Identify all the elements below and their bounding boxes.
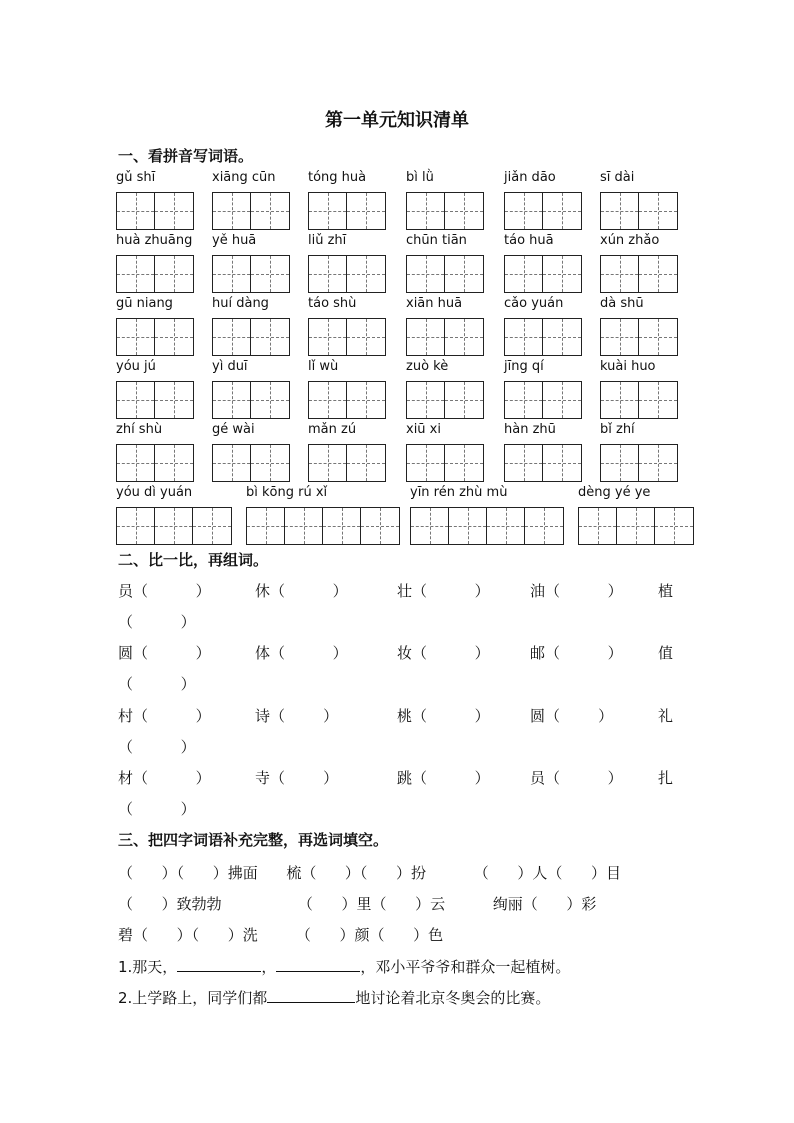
writing-boxes: [212, 255, 290, 293]
fill-question-1: [118, 956, 570, 977]
compare-item: 跳（ ）: [397, 769, 490, 787]
compare-item: 圆（ ）: [118, 644, 211, 662]
writing-cell[interactable]: [155, 256, 193, 292]
writing-boxes: [308, 381, 386, 419]
idiom-line-2: （ ）致勃勃 （ ）里（ ）云 绚丽（ ）彩: [118, 895, 597, 913]
writing-cell[interactable]: [155, 382, 193, 418]
idiom-line-3: 碧（ ）（ ）洗 （ ）颜（ ）色: [118, 926, 444, 944]
pinyin-label: yīn rén zhù mù: [410, 485, 508, 500]
writing-cell[interactable]: [445, 319, 483, 355]
writing-boxes: [504, 381, 582, 419]
writing-cell[interactable]: [285, 508, 323, 544]
pinyin-label: xiān huā: [406, 296, 463, 311]
writing-cell[interactable]: [155, 445, 193, 481]
pinyin-label: táo huā: [504, 233, 554, 248]
compare-item: 体（ ）: [255, 644, 348, 662]
q1-suffix: ，邓小平爷爷和群众一起植树。: [360, 958, 571, 976]
compare-item: 礼: [658, 707, 674, 725]
writing-cell[interactable]: [213, 256, 251, 292]
writing-cell[interactable]: [445, 193, 483, 229]
writing-cell[interactable]: [309, 382, 347, 418]
writing-cell[interactable]: [445, 445, 483, 481]
writing-boxes: [600, 444, 678, 482]
pinyin-label: liǔ zhī: [308, 233, 347, 248]
writing-cell[interactable]: [639, 445, 677, 481]
writing-cell[interactable]: [411, 508, 449, 544]
writing-boxes: [504, 192, 582, 230]
pinyin-label: gé wài: [212, 422, 255, 437]
idiom-line-1: （ ）（ ）拂面 梳（ ）（ ）扮 （ ）人（ ）目: [118, 864, 621, 882]
writing-boxes: [116, 318, 194, 356]
compare-item: 寺（ ）: [255, 769, 339, 787]
compare-item: 桃（ ）: [397, 707, 490, 725]
writing-boxes: [246, 507, 400, 545]
pinyin-label: zuò kè: [406, 359, 449, 374]
writing-cell[interactable]: [347, 256, 385, 292]
pinyin-label: yì duī: [212, 359, 248, 374]
writing-cell[interactable]: [361, 508, 399, 544]
writing-cell[interactable]: [117, 319, 155, 355]
q1-blank-2[interactable]: [276, 956, 360, 972]
pinyin-label: xún zhǎo: [600, 233, 660, 248]
writing-cell[interactable]: [639, 319, 677, 355]
pinyin-label: xiāng cūn: [212, 170, 276, 185]
pinyin-row: [116, 233, 706, 295]
q2-blank[interactable]: [267, 987, 355, 1003]
pinyin-label: zhí shù: [116, 422, 163, 437]
writing-cell[interactable]: [347, 382, 385, 418]
writing-boxes: [116, 381, 194, 419]
writing-cell[interactable]: [505, 382, 543, 418]
compare-item: 壮（ ）: [397, 582, 490, 600]
writing-cell[interactable]: [213, 382, 251, 418]
writing-cell[interactable]: [543, 193, 581, 229]
pinyin-label: dà shū: [600, 296, 644, 311]
writing-cell[interactable]: [655, 508, 693, 544]
writing-cell[interactable]: [525, 508, 563, 544]
writing-cell[interactable]: [117, 508, 155, 544]
compare-item: 妆（ ）: [397, 644, 490, 662]
pinyin-label: sī dài: [600, 170, 635, 185]
writing-cell[interactable]: [407, 319, 445, 355]
writing-cell[interactable]: [193, 508, 231, 544]
pinyin-row: [116, 485, 706, 547]
pinyin-label: táo shù: [308, 296, 357, 311]
page-title: 第一单元知识清单: [325, 110, 469, 131]
compare-item: 员（ ）: [530, 769, 623, 787]
pinyin-row: [116, 170, 706, 232]
compare-item: 扎: [658, 769, 674, 787]
writing-boxes: [308, 318, 386, 356]
writing-cell[interactable]: [247, 508, 285, 544]
writing-boxes: [600, 318, 678, 356]
writing-boxes: [308, 255, 386, 293]
writing-boxes: [212, 192, 290, 230]
pinyin-label: bǐ zhí: [600, 422, 635, 437]
writing-cell[interactable]: [323, 508, 361, 544]
writing-cell[interactable]: [117, 382, 155, 418]
pinyin-label: cǎo yuán: [504, 296, 564, 311]
writing-cell[interactable]: [505, 256, 543, 292]
compare-item: （ ）: [118, 738, 196, 756]
pinyin-label: yě huā: [212, 233, 257, 248]
q1-mid: ，: [261, 958, 277, 976]
writing-cell[interactable]: [407, 256, 445, 292]
writing-cell[interactable]: [543, 445, 581, 481]
compare-item: （ ）: [118, 613, 196, 631]
pinyin-label: bì lǜ: [406, 170, 434, 185]
writing-cell[interactable]: [505, 319, 543, 355]
writing-cell[interactable]: [617, 508, 655, 544]
pinyin-label: mǎn zú: [308, 422, 357, 437]
writing-cell[interactable]: [449, 508, 487, 544]
writing-cell[interactable]: [543, 319, 581, 355]
writing-boxes: [406, 255, 484, 293]
fill-question-2: [118, 987, 550, 1008]
compare-item: （ ）: [118, 675, 196, 693]
compare-item: 员（ ）: [118, 582, 211, 600]
section2-heading: 二、比一比，再组词。: [118, 551, 269, 569]
writing-boxes: [116, 507, 232, 545]
writing-boxes: [504, 318, 582, 356]
writing-boxes: [406, 381, 484, 419]
writing-cell[interactable]: [213, 445, 251, 481]
writing-cell[interactable]: [445, 256, 483, 292]
compare-item: 邮（ ）: [530, 644, 623, 662]
compare-item: 油（ ）: [530, 582, 623, 600]
writing-boxes: [600, 255, 678, 293]
writing-cell[interactable]: [543, 382, 581, 418]
writing-boxes: [212, 318, 290, 356]
compare-item: （ ）: [118, 800, 196, 818]
writing-boxes: [578, 507, 694, 545]
writing-cell[interactable]: [639, 193, 677, 229]
compare-row: [118, 798, 678, 820]
writing-cell[interactable]: [579, 508, 617, 544]
section3-heading: 三、把四字词语补充完整，再选词填空。: [118, 831, 389, 849]
writing-boxes: [600, 381, 678, 419]
compare-row: [118, 736, 678, 758]
writing-boxes: [116, 192, 194, 230]
writing-cell[interactable]: [601, 445, 639, 481]
writing-cell[interactable]: [347, 193, 385, 229]
writing-cell[interactable]: [407, 382, 445, 418]
writing-cell[interactable]: [505, 445, 543, 481]
compare-item: 材（ ）: [118, 769, 211, 787]
writing-boxes: [308, 192, 386, 230]
pinyin-label: xiū xi: [406, 422, 441, 437]
writing-boxes: [406, 192, 484, 230]
writing-cell[interactable]: [251, 445, 289, 481]
pinyin-label: gū niang: [116, 296, 173, 311]
writing-cell[interactable]: [155, 508, 193, 544]
pinyin-label: yóu dì yuán: [116, 485, 193, 500]
pinyin-label: jiǎn dāo: [504, 170, 556, 185]
writing-cell[interactable]: [347, 445, 385, 481]
compare-item: 值: [658, 644, 674, 662]
section1-heading: 一、看拼音写词语。: [118, 147, 254, 165]
pinyin-label: bì kōng rú xǐ: [246, 485, 328, 500]
writing-cell[interactable]: [251, 256, 289, 292]
writing-cell[interactable]: [505, 193, 543, 229]
compare-item: 休（ ）: [255, 582, 348, 600]
pinyin-label: dèng yé ye: [578, 485, 651, 500]
pinyin-label: huà zhuāng: [116, 233, 193, 248]
compare-row: [118, 611, 678, 633]
pinyin-label: gǔ shī: [116, 170, 156, 185]
writing-cell[interactable]: [309, 445, 347, 481]
writing-cell[interactable]: [639, 256, 677, 292]
writing-cell[interactable]: [117, 193, 155, 229]
writing-cell[interactable]: [213, 193, 251, 229]
pinyin-writing-grid: [116, 170, 706, 552]
writing-boxes: [406, 318, 484, 356]
writing-cell[interactable]: [601, 382, 639, 418]
pinyin-label: tóng huà: [308, 170, 367, 185]
writing-cell[interactable]: [639, 382, 677, 418]
compare-item: 植: [658, 582, 674, 600]
writing-cell[interactable]: [543, 256, 581, 292]
q2-prefix: 2.上学路上，同学们都: [118, 989, 268, 1007]
pinyin-label: kuài huo: [600, 359, 656, 374]
writing-cell[interactable]: [309, 193, 347, 229]
pinyin-row: [116, 296, 706, 358]
writing-cell[interactable]: [347, 319, 385, 355]
pinyin-label: huí dàng: [212, 296, 269, 311]
writing-cell[interactable]: [251, 319, 289, 355]
writing-cell[interactable]: [601, 256, 639, 292]
writing-cell[interactable]: [601, 193, 639, 229]
compare-row: [118, 580, 678, 602]
writing-boxes: [504, 255, 582, 293]
writing-cell[interactable]: [445, 382, 483, 418]
writing-boxes: [212, 444, 290, 482]
writing-cell[interactable]: [309, 319, 347, 355]
pinyin-row: [116, 422, 706, 484]
writing-boxes: [116, 255, 194, 293]
writing-cell[interactable]: [155, 319, 193, 355]
writing-cell[interactable]: [213, 319, 251, 355]
writing-boxes: [600, 192, 678, 230]
writing-cell[interactable]: [407, 445, 445, 481]
writing-boxes: [116, 444, 194, 482]
q1-prefix: 1.那天，: [118, 958, 178, 976]
writing-cell[interactable]: [117, 445, 155, 481]
compare-row: [118, 642, 678, 664]
writing-boxes: [308, 444, 386, 482]
pinyin-label: hàn zhū: [504, 422, 556, 437]
compare-item: 村（ ）: [118, 707, 211, 725]
compare-row: [118, 673, 678, 695]
pinyin-row: [116, 359, 706, 421]
pinyin-label: yóu jú: [116, 359, 156, 374]
pinyin-label: lǐ wù: [308, 359, 339, 374]
writing-cell[interactable]: [251, 382, 289, 418]
writing-boxes: [410, 507, 564, 545]
writing-cell[interactable]: [601, 319, 639, 355]
pinyin-label: chūn tiān: [406, 233, 467, 248]
writing-cell[interactable]: [117, 256, 155, 292]
q1-blank-1[interactable]: [177, 956, 261, 972]
compare-row: [118, 705, 678, 727]
writing-cell[interactable]: [407, 193, 445, 229]
compare-item: 圆（ ）: [530, 707, 614, 725]
compare-item: 诗（ ）: [255, 707, 339, 725]
writing-boxes: [212, 381, 290, 419]
q2-suffix: 地讨论着北京冬奥会的比赛。: [355, 989, 551, 1007]
writing-cell[interactable]: [487, 508, 525, 544]
compare-row: [118, 767, 678, 789]
writing-boxes: [504, 444, 582, 482]
writing-cell[interactable]: [309, 256, 347, 292]
writing-cell[interactable]: [155, 193, 193, 229]
writing-cell[interactable]: [251, 193, 289, 229]
pinyin-label: jīng qí: [504, 359, 544, 374]
writing-boxes: [406, 444, 484, 482]
